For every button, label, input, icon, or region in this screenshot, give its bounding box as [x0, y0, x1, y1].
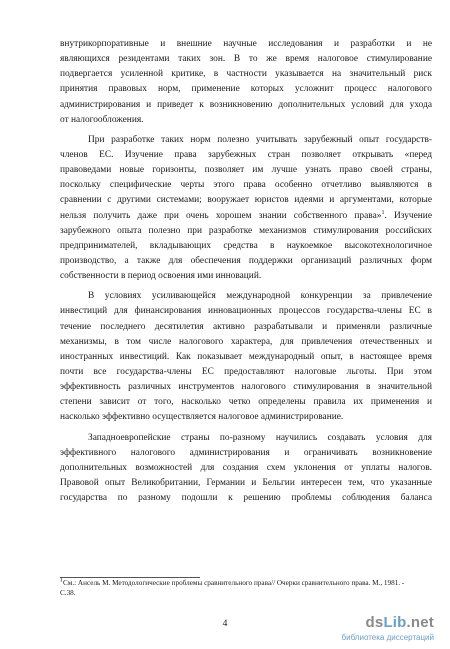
text-line: эффективность различных инструментов налогового стимулирования в значительной — [60, 382, 432, 393]
text-line: инвестиций для финансирования инновационных процессов государства-члены ЕС в — [60, 306, 432, 317]
watermark — [308, 614, 438, 646]
footnote-line — [60, 579, 432, 589]
page-number: 4 — [222, 619, 228, 629]
text-line: подвергается усиленной критике, в частности указывается на значительный риск — [60, 69, 432, 80]
text-line: собственности в период освоения ими инноваций. — [60, 271, 262, 282]
text-line: от налогообложения. — [60, 114, 144, 125]
text-line: зарубежного опыта полезно при разработке механизмов стимулирования российских — [60, 225, 432, 236]
logo-net: .net — [406, 614, 434, 631]
footnote-divider — [60, 577, 200, 578]
footnote — [60, 579, 432, 598]
text-line: течение последнего десятилетия активно разрабатывали и применяли различные — [60, 321, 432, 332]
quote-end-text: нельзя получить даже при очень хорошем знании собственного права» — [60, 210, 382, 221]
text-line: поскольку специфические черты этого права особенно отчетливо выявляются в — [60, 180, 432, 191]
text-line: механизмы, в том числе налогового характера, для привлечения отечественных и — [60, 336, 432, 347]
logo-ds: ds — [365, 614, 384, 631]
text-line: эффективного налогового администрирования и ограничивать возникновение — [60, 447, 432, 458]
text-line: правоведами новые горизонты, позволяет им лучше узнать право своей страны, — [60, 165, 432, 176]
text-line: внутрикорпоративные и внешние научные исследования и разработки и не — [60, 39, 432, 49]
text-line: производство, а также для обеспечения поддержки организаций различных форм — [60, 255, 432, 266]
body-text — [60, 37, 432, 506]
text-line: иностранных инвестиций. Как показывает международный опыт, в настоящее время — [60, 351, 432, 362]
watermark-logo — [366, 614, 434, 631]
text-line: степени зависит от того, насколько четко определены правила их применения и — [60, 397, 432, 408]
text-line: государства по разному подошли к решению проблемы соблюдения баланса — [60, 493, 432, 504]
text-line: В условиях усиливающейся международной конкуренции за привлечение — [88, 291, 432, 302]
text-line: дополнительных возможностей для создания схем уклонения от уплаты налогов. — [60, 462, 432, 473]
text-line: являющихся резидентами таких зон. В то же время налоговое стимулирование — [60, 54, 432, 65]
text-line: администрирования и приведет к возникновению дополнительных условий для ухода — [60, 99, 432, 110]
footnote-ref[interactable]: 1 — [381, 209, 385, 216]
line-tail-text: . Изучение — [384, 210, 432, 221]
text-line: сравнении с другими системами; вооружает юристов идеями и аргументами, которые — [60, 195, 432, 206]
footnote-line: С.38. — [60, 588, 76, 597]
text-line-with-footnote — [60, 209, 432, 224]
text-line: членов ЕС. Изучение права зарубежных стран позволяет открывать «перед — [60, 149, 432, 160]
logo-lib: Lib — [383, 614, 407, 631]
text-line: насколько эффективно осуществляется налоговое администрирование. — [60, 412, 344, 423]
text-line: Правовой опыт Великобритании, Германии и Бельгии интересен тем, что указанные — [60, 477, 432, 488]
watermark-subtitle: библиотека диссертаций — [341, 633, 434, 642]
text-line: почти все государства-члены ЕС предоставляют налоговые льготы. При этом — [60, 366, 432, 377]
text-line: предпринимателей, вкладывающих средства в наукоемкое высокотехнологичное — [60, 240, 432, 251]
footnote-text: См.: Ансель М. Методологические проблемы сравнительного права// Очерки сравнительного права. М., 1981. - — [63, 579, 405, 587]
text-line: Западноевропейские страны по-разному научились создавать условия для — [88, 432, 432, 443]
text-line: При разработке таких норм полезно учитывать зарубежный опыт государств- — [88, 134, 432, 145]
text-line: принятия правовых норм, применение которых усложнит процесс налогового — [60, 84, 432, 95]
footnote-marker: 1 — [60, 577, 63, 584]
